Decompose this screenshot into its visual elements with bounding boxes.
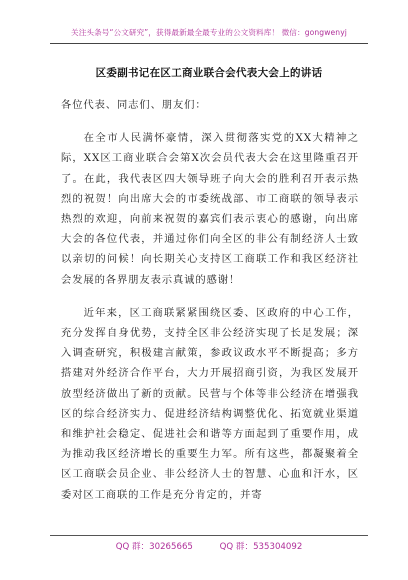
header-divider (50, 43, 368, 44)
footer-contact (50, 540, 368, 552)
document-title: 区委副书记在区工商业联合会代表大会上的讲话 (95, 67, 323, 79)
salutation: 各位代表、同志们、朋友们： (61, 99, 207, 111)
header-promo-text: 关注头条号“公文研究”，获得最新最全最专业的公文资料库！ 微信：gongwenyj (71, 28, 347, 37)
paragraph-1: 在全市人民满怀豪情，深入贯彻落实党的XX大精神之际，XX区工商业联合会第X次会员代表大会在这里隆重召开了。在此，我代表区四大领导班子向大会的胜利召开表示热烈的祝贺！向出席大会的市委统战部、市工商联的领导表示热烈的欢迎，向前来祝贺的嘉宾们表示衷心的感谢，向出席大会的各位代表，并通过你们向全区的非公有制经济人士致以亲切的问候！向长期关心支持区工商联工作和我区经济社会发展的各界朋友表示真诚的感谢！ (61, 132, 359, 286)
paragraph-2: 近年来，区工商联紧紧围绕区委、区政府的中心工作，充分发挥自身优势，支持全区非公经济实现了长足发展；深入调查研究，积极建言献策，参政议政水平不断提高；多方搭建对外经济合作平台，大力开展招商引资，为我区发展开放型经济做出了新的贡献。民营与个体等非公经济在增强我区的综合经济实力、促进经济结构调整优化、拓宽就业渠道和维护社会稳定、促进社会和谐等方面起到了重要作用，成为推动我区经济增长的重要生力军。所有这些，都凝聚着全区工商联会员企业、非公经济人士的智慧、心血和汗水，区委对区工商联的工作是充分肯定的，并寄 (61, 306, 359, 501)
footer-qq-group-2: QQ 群：535304092 (219, 542, 303, 552)
footer-qq-group-1: QQ 群：30265665 (115, 542, 193, 552)
document-body (61, 95, 359, 518)
footer-divider (50, 535, 368, 536)
